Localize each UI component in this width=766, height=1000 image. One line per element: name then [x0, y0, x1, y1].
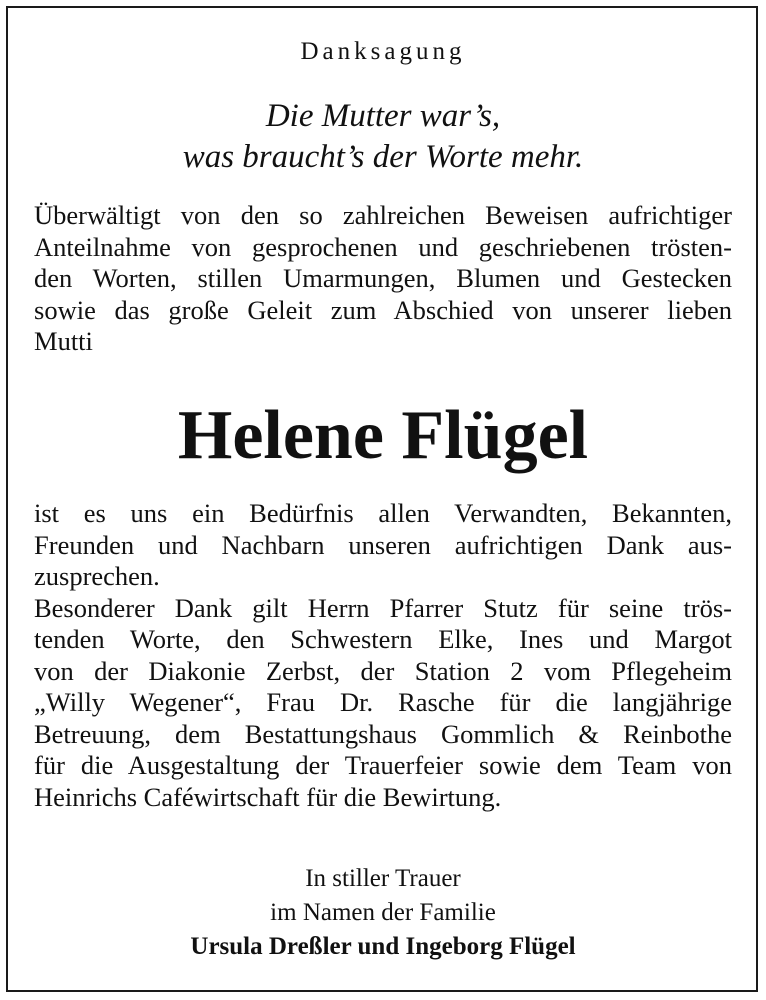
thanks-line: tenden Worte, den Schwestern Elke, Ines und Margot [34, 624, 732, 654]
closing-line: im Namen der Familie [270, 899, 496, 926]
thanks-line: zusprechen. [34, 561, 160, 591]
motto-line: was braucht’s der Worte mehr. [182, 139, 584, 175]
motto-line: Die Mutter war’s, [265, 98, 501, 134]
closing-block [0, 862, 766, 964]
intro-line: sowie das große Geleit zum Abschied von unserer lieben [34, 294, 732, 325]
notice-heading: Danksagung [300, 38, 466, 65]
thanks-line: ist es uns ein Bedürfnis allen Verwandten, Bekannten, [34, 498, 732, 528]
deceased-name: Helene Flügel [177, 397, 589, 474]
intro-line: Überwältigt von den so zahlreichen Beweisen aufrichtiger [34, 200, 732, 230]
thanks-line: für die Ausgestaltung der Trauerfeier sowie dem Team von [34, 750, 732, 780]
intro-paragraph [34, 200, 732, 358]
thanks-paragraph [34, 498, 732, 813]
closing-line: In stiller Trauer [305, 865, 461, 892]
intro-line: Mutti [34, 326, 93, 356]
signature: Ursula Dreßler und Ingeborg Flügel [190, 933, 576, 960]
intro-line: Anteilnahme von gesprochenen und geschriebenen trösten- [34, 231, 732, 262]
thanks-line: von der Diakonie Zerbst, der Station 2 vom Pflegeheim [34, 655, 732, 686]
motto-quote [0, 96, 766, 178]
intro-line: den Worten, stillen Umarmungen, Blumen und Gestecken [34, 263, 732, 293]
thanks-line: Betreuung, dem Bestattungshaus Gommlich & Reinbothe [34, 718, 732, 749]
thanks-line: Heinrichs Caféwirtschaft für die Bewirtung. [34, 781, 502, 812]
thanks-line: „Willy Wegener“, Frau Dr. Rasche für die langjährige [34, 687, 732, 717]
thanks-line: Besonderer Dank gilt Herrn Pfarrer Stutz für seine trös- [34, 592, 732, 623]
thanks-line: Freunden und Nachbarn unseren aufrichtigen Dank aus- [34, 529, 732, 560]
